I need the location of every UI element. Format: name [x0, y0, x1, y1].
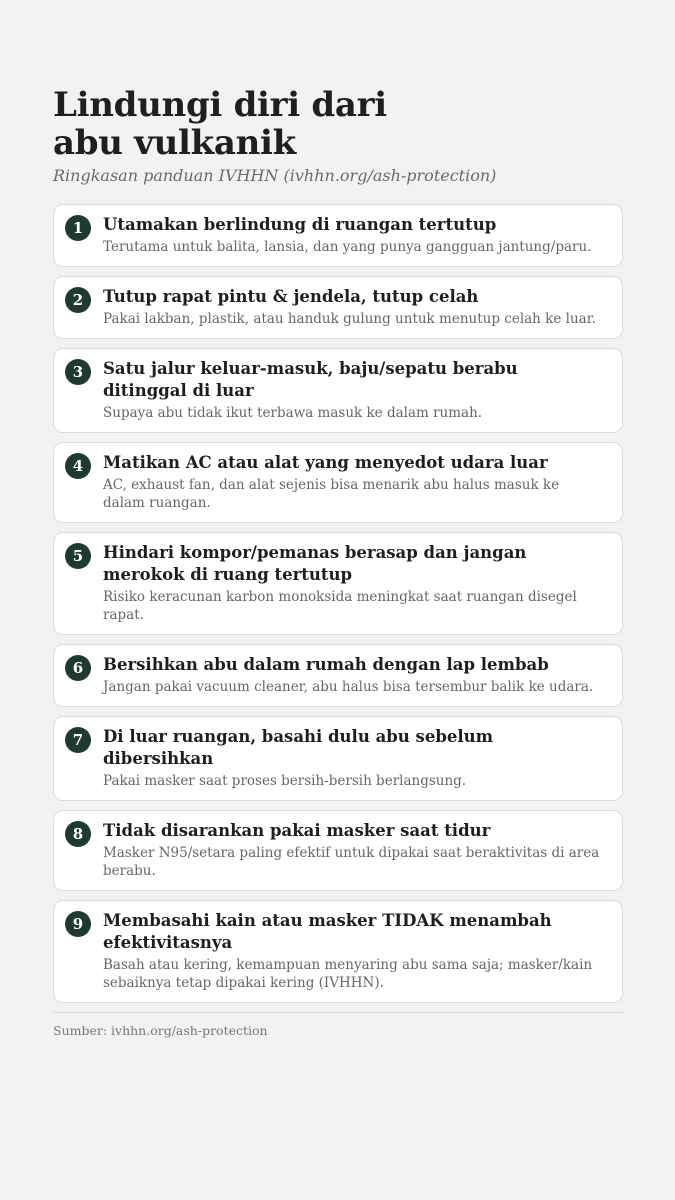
number-badge: 7	[65, 727, 91, 753]
tip-description: Supaya abu tidak ikut terbawa masuk ke dalam rumah.	[103, 405, 483, 421]
tip-card	[53, 900, 623, 1003]
number-badge: 8	[65, 821, 91, 847]
number-badge: 6	[65, 655, 91, 681]
tip-heading: Utamakan berlindung di ruangan tertutup	[103, 215, 497, 234]
tip-description: Pakai lakban, plastik, atau handuk gulung untuk menutup celah ke luar.	[103, 311, 596, 327]
number-badge: 3	[65, 359, 91, 385]
tip-description: Jangan pakai vacuum cleaner, abu halus bisa tersembur balik ke udara.	[103, 679, 594, 695]
number-badge: 4	[65, 453, 91, 479]
tip-card	[53, 348, 623, 433]
tip-description: AC, exhaust fan, dan alat sejenis bisa menarik abu halus masuk ke dalam ruangan.	[103, 477, 560, 511]
number-badge: 5	[65, 543, 91, 569]
number-badge: 2	[65, 287, 91, 313]
tip-description: Pakai masker saat proses bersih-bersih berlangsung.	[103, 773, 467, 789]
tip-heading: Matikan AC atau alat yang menyedot udara luar	[103, 453, 548, 472]
tip-card	[53, 810, 623, 891]
divider	[53, 1012, 623, 1013]
tip-heading: Bersihkan abu dalam rumah dengan lap lembab	[103, 655, 549, 674]
tip-card	[53, 532, 623, 635]
tip-card	[53, 204, 623, 267]
tip-description: Masker N95/setara paling efektif untuk dipakai saat beraktivitas di area berabu.	[103, 845, 600, 879]
source-note: Sumber: ivhhn.org/ash-protection	[53, 1023, 268, 1038]
tip-heading: Hindari kompor/pemanas berasap dan jangan merokok di ruang tertutup	[103, 543, 527, 584]
tip-card	[53, 276, 623, 339]
tip-description: Terutama untuk balita, lansia, dan yang punya gangguan jantung/paru.	[103, 239, 592, 255]
tip-description: Basah atau kering, kemampuan menyaring abu sama saja; masker/kain sebaiknya tetap dipakai kering (IVHHN).	[103, 957, 593, 991]
tip-card	[53, 442, 623, 523]
subtitle: Ringkasan panduan IVHHN (ivhhn.org/ash-protection)	[53, 166, 497, 185]
tip-card	[53, 644, 623, 707]
number-badge: 1	[65, 215, 91, 241]
infographic	[53, 86, 623, 1038]
number-badge: 9	[65, 911, 91, 937]
tip-description: Risiko keracunan karbon monoksida meningkat saat ruangan disegel rapat.	[103, 589, 577, 623]
title-line-1: Lindungi diri dari	[53, 85, 387, 125]
tip-heading: Tidak disarankan pakai masker saat tidur	[103, 821, 491, 840]
tip-card	[53, 716, 623, 801]
tips-list	[53, 204, 623, 1003]
page-title	[53, 86, 623, 162]
tip-heading: Membasahi kain atau masker TIDAK menambah efektivitasnya	[103, 911, 552, 952]
tip-heading: Di luar ruangan, basahi dulu abu sebelum dibersihkan	[103, 727, 494, 768]
tip-heading: Tutup rapat pintu & jendela, tutup celah	[103, 287, 479, 306]
tip-heading: Satu jalur keluar-masuk, baju/sepatu berabu ditinggal di luar	[103, 359, 518, 400]
title-line-2: abu vulkanik	[53, 123, 296, 163]
